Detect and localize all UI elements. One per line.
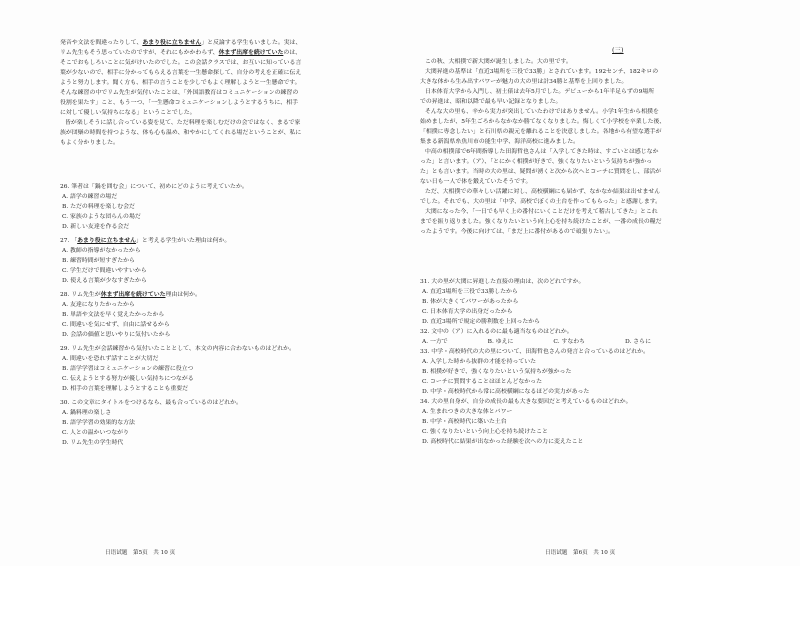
question-31 — [420, 277, 750, 327]
reading-passage-left: 発音や文法を間違ったりして、あまり役に立ちません」と反論する学生もいました。実は、 リム先生もそう思っていたのですが、それにもかかわらず、休まず出席を続けていたのは、 そこでおもしろいことに気がけいたのでした。この会話クラスでは、お互いに知っている言 葉が少ないので、相手に分かってもらえる言葉を一生懸命探して、自分の考えを正確に伝え ようと努力します。聞く方も、相手の言うことを少しでもよく理解しようと一生懸命です。 そんな練習の中でリム先生が気付いたことは、「外国語教育はコミュニケーションの練習の 役割を果たす」こと、もう一つ、「一生懸命コミュニケーションしようとするうちに、相手 に対して優しい気持ちになる」ということでした。 皆が楽しそうに話し合っている姿を見て、ただ料理を楽しむだけの会ではなく、まるで家 族が団欒の時間を持つような、体も心も温め、和やかにしてくれる場だということが、私に もよく分かりました。 — [60, 39, 302, 146]
option-a[interactable]: A. 友達になりたかったから — [62, 302, 135, 308]
option-c[interactable]: C. すなわち — [553, 339, 586, 345]
question-stem: 31. 大の里が大関に昇進した直接の理由は、次のどれですか。 — [420, 279, 585, 285]
option-c[interactable]: C. 強くなりたいという向上心を持ち続けたこと — [422, 429, 548, 435]
option-a[interactable]: A. 一方で — [422, 339, 448, 345]
question-stem: 27. 「あまり役に立ちません」と考える学生がいた理由は何か。 — [60, 237, 231, 244]
page-left — [60, 38, 395, 604]
option-d[interactable]: D. 使える言葉が少なすぎたから — [62, 278, 147, 284]
option-a[interactable]: A. 直近3場所を三役で33勝したから — [422, 289, 518, 295]
option-d[interactable]: D. 中学・高校時代から常に高校横綱になるほどの実力があった — [422, 389, 590, 395]
option-c[interactable]: C. コーチに質問することはほとんどなかった — [422, 379, 542, 385]
question-stem: 32. 文中の（ア）に入れるのに最も適当なものはどれか。 — [420, 329, 573, 335]
underlined-phrase-2: 休まず出席を続けていた — [218, 49, 284, 56]
option-c[interactable]: C. 日本体育大学の出身だったから — [422, 309, 513, 315]
option-d[interactable]: D. さらに — [625, 339, 651, 345]
option-d[interactable]: D. 会話の価値と思いやりに気付いたから — [62, 332, 171, 338]
reading-passage-right: この秋、大相撲で新大関が誕生しました。大の里です。 大関昇進の基準は「直近3場所を三役で33勝」とされています。192センチ、182キロの 大きな体から生み出すパワーが魅力の大の里は計34勝と基準を上回りました。 日本体育大学から入門し、初土俵は去年5月でした。デビューから1年半足らずの9場所 での昇進は、昭和以降で最も早い記録となりました。 そんな大の里も、辛から実力が突出していたわけではありません。小学1年生から相撲を 始めましたが、5年生ごろからなかなか勝てなくなりました。悔しくて小学校を卒業した後、 「相撲に専念したい」と石川県の親元を離れることを決意しました。各地から有望な選手が 集まる新潟県糸魚川市の能生中学、海洋高校に進みました。 中高の相撲部で6年間指導した田海哲也さんは「入学してきた時は、すごいとは感じなか った」と言います。（ア）、「とにかく相撲が好きで、強くなりたいという気持ちが強かっ た」とも言います。当時の大の里は、疑問が湧くと次から次へとコーチに質問をし、部活が ない日も一人で体を鍛えていたそうです。 ただ、大相撲での華々しい活躍に対し、高校横綱にも届かず、なかなか結果は出せません でした。それでも、大の里は「中学、高校でぼくの土台を作ってもらった」と感謝します。 大関になった今、「一日でも早く上の番付にいくことだけを考えて稽古してきた」とこれ までを振り返りました。強くなりたいという向上心を持ち続けたことが、一番の成長の糧だ ったようです。今後に向けては、「まだ上に番付があるので頑張りたい」。 — [420, 59, 666, 235]
option-c[interactable]: C. 人との温かいつながり — [62, 430, 129, 436]
option-b[interactable]: B. ゆえに — [487, 339, 514, 345]
option-d[interactable]: D. 直近3場所で規定の勝利数を上回ったから — [422, 319, 541, 325]
question-27 — [60, 236, 395, 286]
option-c[interactable]: C. 家族のような団らんの場だ — [62, 214, 141, 220]
question-33 — [420, 347, 750, 397]
option-a[interactable]: A. 鍋料理の楽しさ — [62, 410, 112, 416]
section-label: (三) — [612, 46, 624, 54]
option-b[interactable]: B. 相撲が好きで、強くなりたいという気持ちが強かった — [422, 369, 572, 375]
question-stem: 29. リム先生が会話練習から気付いたこととして、本文の内容に合わないものはどれか。 — [60, 346, 295, 352]
option-c[interactable]: C. 学生だけで間違いやすいから — [62, 268, 147, 274]
question-stem: 28. リム先生が休まず出席を続けていた理由は何か。 — [60, 291, 201, 298]
question-stem: 33. 中学・高校時代の大の里について、田海哲也さんの発言と合っているのはどれか。 — [420, 349, 649, 355]
option-b[interactable]: B. 体が大きくてパワーがあったから — [422, 299, 519, 305]
inline-options — [420, 337, 750, 347]
option-c[interactable]: C. 伝えようとする努力が優しい気持ちにつながる — [62, 376, 194, 382]
option-b[interactable]: B. 単語や文法を早く覚えたかったから — [62, 312, 165, 318]
option-b[interactable]: B. 練習時間が短すぎたから — [62, 258, 135, 264]
question-28 — [60, 290, 395, 340]
option-a[interactable]: A. 間違いを恐れず話すことが大切だ — [62, 356, 159, 362]
option-a[interactable]: A. 語学の練習の場だ — [62, 194, 118, 200]
option-a[interactable]: A. 入学した時から抜群の才能を持っていた — [422, 359, 537, 365]
option-d[interactable]: D. リム先生の学生時代 — [62, 440, 124, 446]
option-a[interactable]: A. 生まれつきの大きな体とパワー — [422, 409, 513, 415]
option-b[interactable]: B. 語学学習の効果的な方法 — [62, 420, 135, 426]
question-26 — [60, 182, 395, 232]
question-stem: 30. この文章にタイトルをつけるなら、最も合っているのはどれか。 — [60, 400, 242, 406]
underlined-phrase-1: あまり役に立ちません — [142, 39, 202, 46]
option-a[interactable]: A. 教師の指導がなかったから — [62, 248, 141, 254]
option-b[interactable]: B. 語学学習はコミュニケーションの練習に役立つ — [62, 366, 194, 372]
question-29 — [60, 344, 395, 394]
question-30 — [60, 398, 395, 448]
option-c[interactable]: C. 間違いを気にせず、自由に話せるから — [62, 322, 170, 328]
question-34 — [420, 397, 750, 447]
option-b[interactable]: B. ただの料理を楽しむ会だ — [62, 204, 135, 210]
option-d[interactable]: D. 新しい友達を作る会だ — [62, 224, 130, 230]
question-stem: 26. 筆者は「鍋を囲む会」について、初めにどのように考えていたか。 — [60, 184, 248, 190]
option-d[interactable]: D. 高校時代に結果が出なかった経験を次への力に変えたこと — [422, 439, 584, 445]
page-right — [420, 57, 750, 623]
question-32 — [420, 327, 750, 347]
page-footer-right: 日语试题 第6页 共 10 页 — [545, 550, 616, 556]
page-footer-left: 日语试题 第5页 共 10 页 — [105, 550, 176, 556]
option-d[interactable]: D. 相手の言葉を理解しようとすることも重要だ — [62, 386, 189, 392]
option-b[interactable]: B. 中学・高校時代に築いた土台 — [422, 419, 507, 425]
question-stem: 34. 大の里自身が、自分の成長の最も大きな要因だと考えているものはどれか。 — [420, 399, 632, 405]
